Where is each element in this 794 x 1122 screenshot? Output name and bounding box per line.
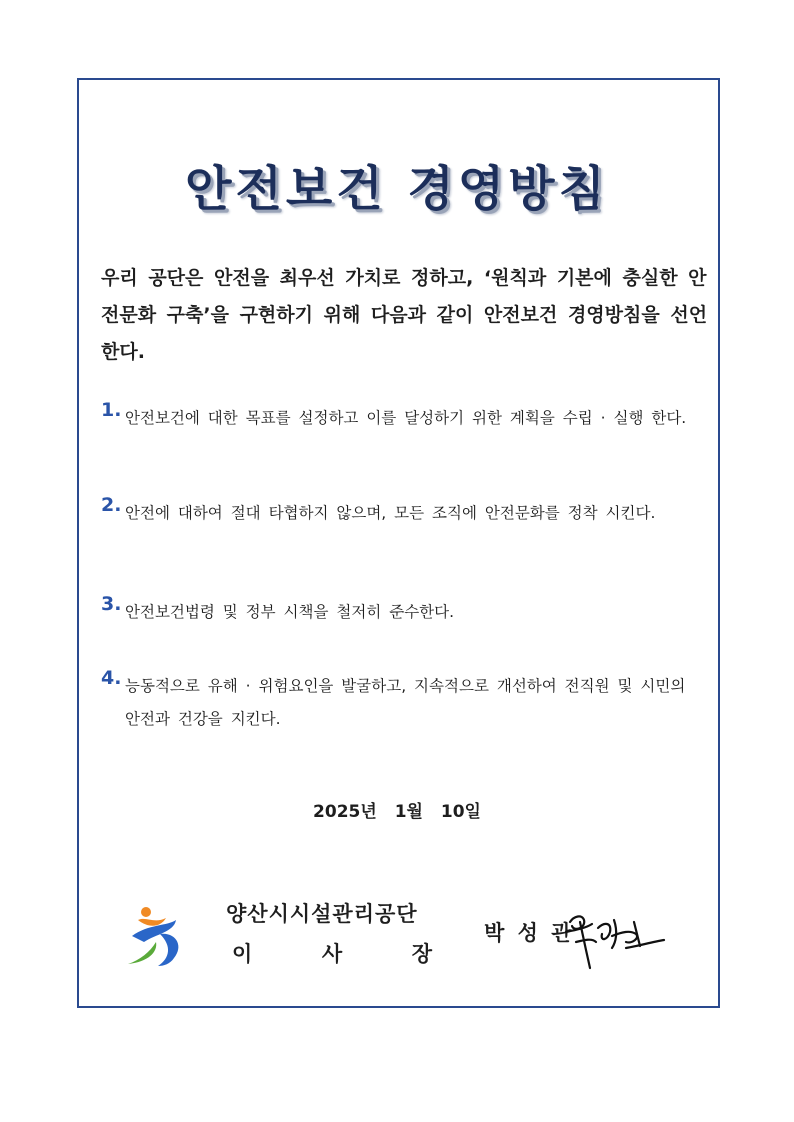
policy-item — [101, 399, 701, 435]
policy-text: 안전보건법령 및 정부 시책을 철저히 준수한다. — [125, 603, 455, 621]
role-char: 장 — [411, 942, 432, 966]
handwritten-signature-icon — [556, 902, 668, 978]
policy-text: 안전보건에 대한 목표를 설정하고 이를 달성하기 위한 계획을 수립 · 실행 한다. — [125, 409, 687, 427]
policy-text: 안전에 대하여 절대 타협하지 않으며, 모든 조직에 안전문화를 정착 시킨다. — [125, 504, 656, 522]
policy-item — [101, 494, 701, 530]
policy-number: 1. — [101, 399, 122, 421]
policy-item — [101, 667, 701, 736]
page-title: 안전보건 경영방침 — [185, 161, 609, 217]
declaration-date: 2025년 1월 10일 — [313, 802, 481, 822]
role-title — [232, 938, 432, 968]
intro-paragraph: 우리 공단은 안전을 최우선 가치로 정하고, ‘원칙과 기본에 충실한 안전문화 구축’을 구현하기 위해 다음과 같이 안전보건 경영방침을 선언한다. — [101, 267, 708, 363]
policy-item — [101, 593, 701, 629]
role-char: 이 — [232, 942, 253, 966]
policy-number: 2. — [101, 494, 122, 516]
policy-number: 4. — [101, 667, 122, 689]
organization-name: 양산시시설관리공단 — [226, 902, 418, 926]
policy-number: 3. — [101, 593, 122, 615]
organization-logo-icon — [124, 898, 196, 970]
policy-text: 능동적으로 유해 · 위험요인을 발굴하고, 지속적으로 개선하여 전직원 및 시민의 안전과 건강을 지킨다. — [125, 677, 686, 728]
signer-name: 박 성 관 — [484, 921, 572, 945]
role-char: 사 — [321, 942, 343, 966]
